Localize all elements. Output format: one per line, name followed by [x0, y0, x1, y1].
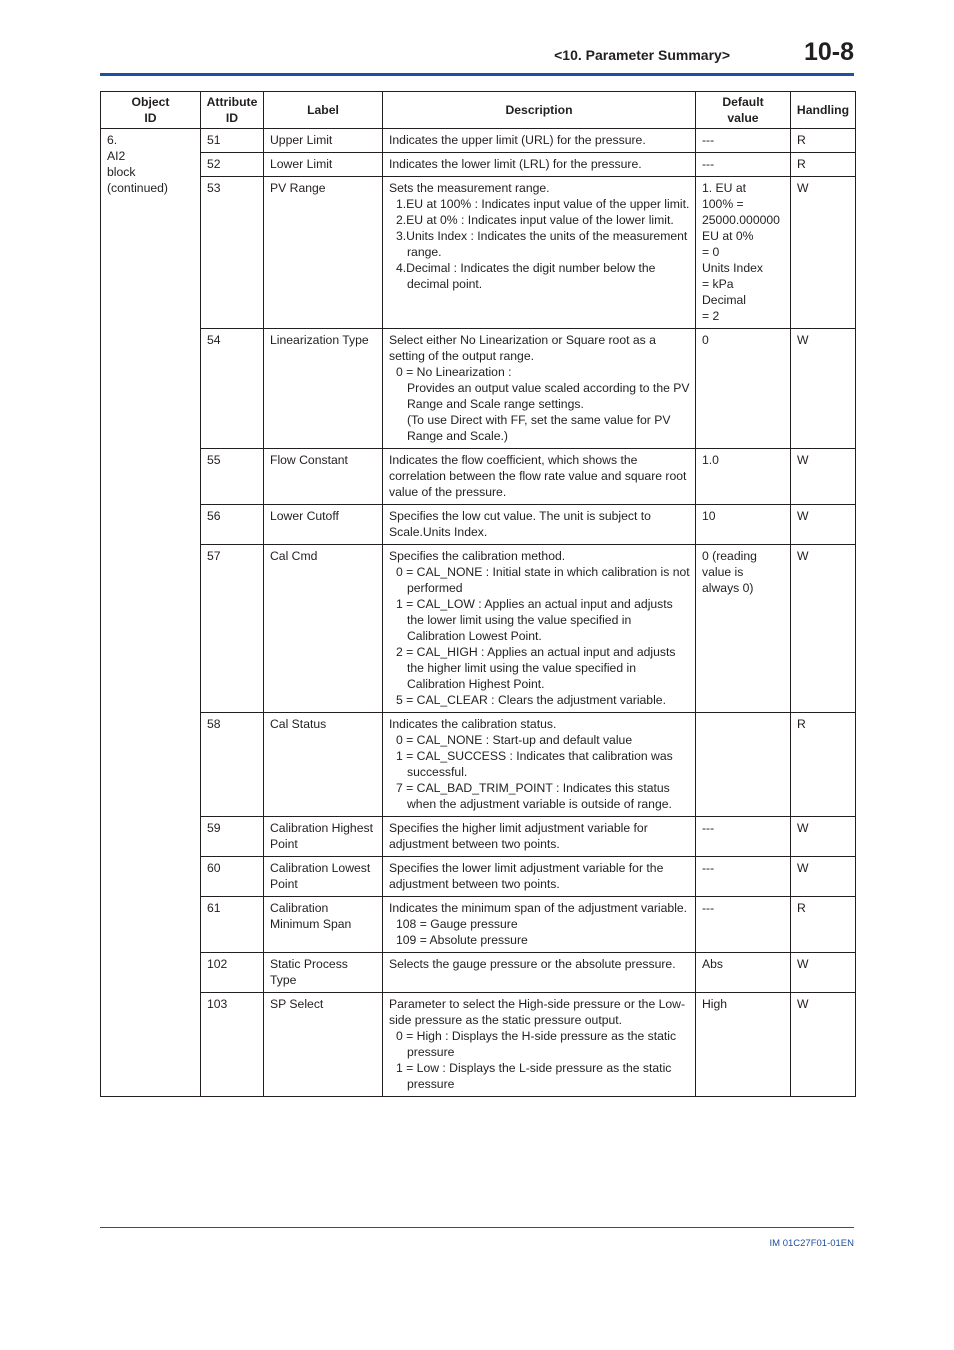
description-line: Specifies the calibration method. [389, 549, 566, 563]
description-cell [383, 857, 696, 897]
description-line: Specifies the low cut value. The unit is subject to Scale.Units Index. [389, 509, 651, 539]
handling-cell: W [791, 449, 856, 505]
col-header-attribute-id: Attribute ID [201, 92, 264, 129]
handling-cell: W [791, 953, 856, 993]
description-line: Indicates the minimum span of the adjustment variable. [389, 901, 688, 915]
description-line: 4.Decimal : Indicates the digit number below the decimal point. [396, 261, 656, 291]
label-cell: SP Select [264, 993, 383, 1097]
table-row [101, 713, 856, 817]
attribute-id-cell: 59 [201, 817, 264, 857]
default-value-cell: --- [696, 129, 791, 153]
default-value-cell: --- [696, 897, 791, 953]
attribute-id-cell: 103 [201, 993, 264, 1097]
col-header-default-value: Default value [696, 92, 791, 129]
handling-cell: R [791, 153, 856, 177]
description-line: Indicates the flow coefficient, which shows the correlation between the flow rate value and square root value of the pressure. [389, 453, 687, 499]
handling-cell: W [791, 993, 856, 1097]
description-line: Specifies the lower limit adjustment variable for the adjustment between two points. [389, 861, 664, 891]
description-cell [383, 713, 696, 817]
handling-cell: W [791, 329, 856, 449]
description-line: Indicates the calibration status. [389, 717, 557, 731]
description-line: Indicates the lower limit (LRL) for the pressure. [389, 157, 642, 171]
handling-cell: W [791, 817, 856, 857]
table-row [101, 505, 856, 545]
col-header-handling: Handling [791, 92, 856, 129]
page-number: 10-8 [803, 38, 854, 66]
attribute-id-cell: 56 [201, 505, 264, 545]
label-cell: Lower Limit [264, 153, 383, 177]
label-cell: Cal Status [264, 713, 383, 817]
handling-cell: R [791, 897, 856, 953]
description-line: 3.Units Index : Indicates the units of the measurement range. [396, 229, 688, 259]
description-line: Selects the gauge pressure or the absolute pressure. [389, 957, 676, 971]
description-line: 0 = CAL_NONE : Start-up and default value [396, 733, 633, 747]
default-value-cell: 0 [696, 329, 791, 449]
table-row [101, 449, 856, 505]
handling-cell: W [791, 505, 856, 545]
default-value-cell: 1.0 [696, 449, 791, 505]
label-cell: Calibration Lowest Point [264, 857, 383, 897]
description-cell [383, 993, 696, 1097]
label-cell: Flow Constant [264, 449, 383, 505]
default-value-cell: 10 [696, 505, 791, 545]
table-row [101, 993, 856, 1097]
attribute-id-cell: 52 [201, 153, 264, 177]
description-line: (To use Direct with FF, set the same value for PV Range and Scale.) [407, 413, 671, 443]
handling-cell: W [791, 545, 856, 713]
attribute-id-cell: 58 [201, 713, 264, 817]
label-cell: Cal Cmd [264, 545, 383, 713]
attribute-id-cell: 54 [201, 329, 264, 449]
description-line: 0 = High : Displays the H-side pressure as the static pressure [396, 1029, 677, 1059]
table-row [101, 177, 856, 329]
default-value-cell: High [696, 993, 791, 1097]
handling-cell: R [791, 713, 856, 817]
description-line: Select either No Linearization or Square root as a setting of the output range. [389, 333, 656, 363]
default-value-cell: --- [696, 153, 791, 177]
table-row [101, 953, 856, 993]
description-line: 2 = CAL_HIGH : Applies an actual input and adjusts the higher limit using the value specified in Calibration Highest Point. [396, 645, 676, 691]
handling-cell: W [791, 857, 856, 897]
description-line: 7 = CAL_BAD_TRIM_POINT : Indicates this status when the adjustment variable is outside of range. [396, 781, 672, 811]
description-cell [383, 545, 696, 713]
table-header-row [101, 92, 856, 129]
description-line: 2.EU at 0% : Indicates input value of the lower limit. [396, 213, 674, 227]
col-header-description: Description [383, 92, 696, 129]
description-cell [383, 817, 696, 857]
attribute-id-cell: 53 [201, 177, 264, 329]
attribute-id-cell: 51 [201, 129, 264, 153]
attribute-id-cell: 55 [201, 449, 264, 505]
handling-cell: W [791, 177, 856, 329]
description-cell [383, 329, 696, 449]
description-line: Provides an output value scaled according to the PV Range and Scale range settings. [407, 381, 690, 411]
attribute-id-cell: 61 [201, 897, 264, 953]
description-cell [383, 129, 696, 153]
label-cell: Lower Cutoff [264, 505, 383, 545]
label-cell: PV Range [264, 177, 383, 329]
description-line: 1.EU at 100% : Indicates input value of the upper limit. [396, 197, 690, 211]
col-header-object-id: Object ID [101, 92, 201, 129]
description-cell [383, 153, 696, 177]
description-line: 1 = CAL_SUCCESS : Indicates that calibration was successful. [396, 749, 673, 779]
description-line: Sets the measurement range. [389, 181, 550, 195]
default-value-cell [696, 713, 791, 817]
description-cell [383, 177, 696, 329]
table-row [101, 545, 856, 713]
description-line: 5 = CAL_CLEAR : Clears the adjustment variable. [396, 693, 666, 707]
description-line: 109 = Absolute pressure [396, 933, 528, 947]
description-cell [383, 449, 696, 505]
section-title: <10. Parameter Summary> [554, 47, 730, 63]
description-line: 0 = CAL_NONE : Initial state in which calibration is not performed [396, 565, 690, 595]
table-row [101, 817, 856, 857]
default-value-cell: Abs [696, 953, 791, 993]
attribute-id-cell: 102 [201, 953, 264, 993]
table-row [101, 153, 856, 177]
default-value-cell: --- [696, 817, 791, 857]
footer-rule [100, 1227, 854, 1228]
description-line: 1 = CAL_LOW : Applies an actual input and adjusts the lower limit using the value specified in Calibration Lowest Point. [396, 597, 673, 643]
description-line: 1 = Low : Displays the L-side pressure as the static pressure [396, 1061, 672, 1091]
table-row [101, 897, 856, 953]
table-row [101, 129, 856, 153]
attribute-id-cell: 57 [201, 545, 264, 713]
attribute-id-cell: 60 [201, 857, 264, 897]
default-value-cell: 0 (reading value is always 0) [696, 545, 791, 713]
table-row [101, 857, 856, 897]
description-cell [383, 505, 696, 545]
default-value-cell: --- [696, 857, 791, 897]
object-id-cell: 6. AI2 block (continued) [101, 129, 201, 1097]
description-line: Indicates the upper limit (URL) for the pressure. [389, 133, 646, 147]
description-line: 0 = No Linearization : [396, 365, 512, 379]
label-cell: Linearization Type [264, 329, 383, 449]
description-line: Parameter to select the High-side pressure or the Low-side pressure as the static pressure output. [389, 997, 686, 1027]
document-id: IM 01C27F01-01EN [769, 1238, 854, 1249]
description-cell [383, 897, 696, 953]
label-cell: Static Process Type [264, 953, 383, 993]
handling-cell: R [791, 129, 856, 153]
table-row [101, 329, 856, 449]
default-value-cell: 1. EU at 100% = 25000.000000 EU at 0% = 0 Units Index = kPa Decimal = 2 [696, 177, 791, 329]
label-cell: Calibration Highest Point [264, 817, 383, 857]
parameter-table [100, 91, 856, 1097]
header-rule [100, 73, 854, 76]
description-line: 108 = Gauge pressure [396, 917, 518, 931]
description-cell [383, 953, 696, 993]
description-line: Specifies the higher limit adjustment variable for adjustment between two points. [389, 821, 648, 851]
col-header-label: Label [264, 92, 383, 129]
label-cell: Upper Limit [264, 129, 383, 153]
label-cell: Calibration Minimum Span [264, 897, 383, 953]
table-body [101, 129, 856, 1097]
